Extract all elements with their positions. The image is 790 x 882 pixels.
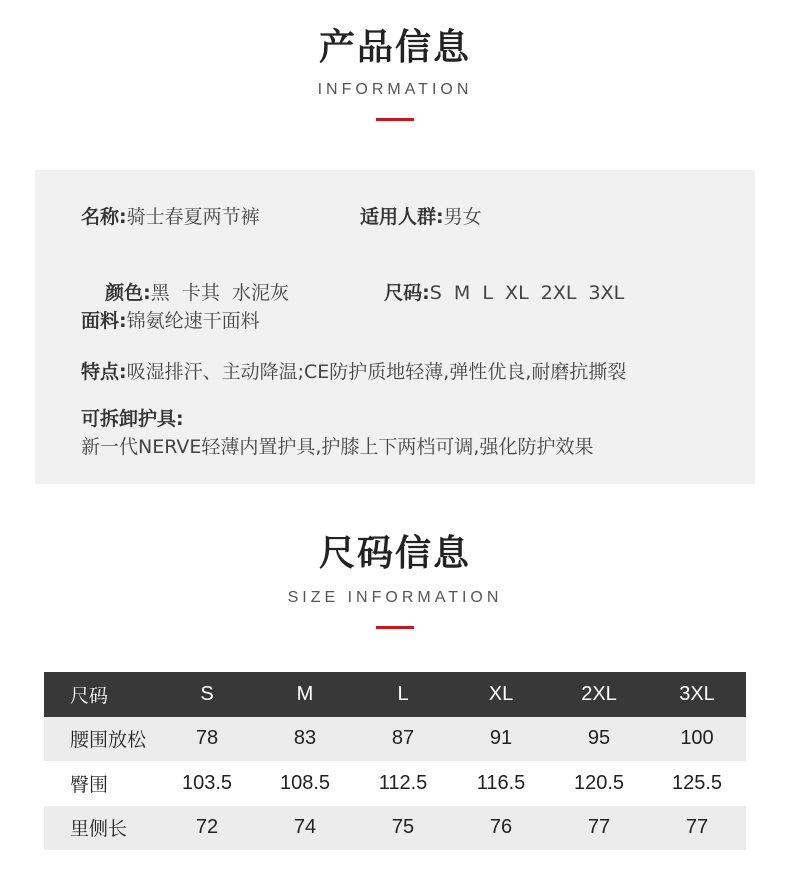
table-cell: 95 <box>550 717 648 762</box>
table-cell: 116.5 <box>452 761 550 806</box>
audience-label: 适用人群: <box>360 206 444 228</box>
table-header-cell: S <box>158 672 256 717</box>
table-cell: 74 <box>256 806 354 851</box>
fabric-value: 锦氨纶速干面料 <box>126 310 260 332</box>
table-cell: 77 <box>648 806 746 851</box>
audience-value: 男女 <box>443 206 482 228</box>
features-value: 吸湿排汗、主动降温;CE防护质地轻薄,弹性优良,耐磨抗撕裂 <box>126 361 627 383</box>
table-header-cell: 尺码 <box>44 672 158 717</box>
table-row <box>44 717 746 762</box>
size-info-heading <box>0 532 790 629</box>
table-cell: 120.5 <box>550 761 648 806</box>
table-cell: 103.5 <box>158 761 256 806</box>
table-header-cell: M <box>256 672 354 717</box>
table-cell: 112.5 <box>354 761 452 806</box>
table-row <box>44 806 746 851</box>
table-cell: 75 <box>354 806 452 851</box>
accent-divider <box>376 118 414 121</box>
product-info-subtitle: INFORMATION <box>317 81 473 98</box>
table-cell: 腰围放松 <box>44 717 158 762</box>
table-cell: 100 <box>648 717 746 762</box>
product-info-heading <box>0 26 790 121</box>
sizes-value: S M L XL 2XL 3XL <box>429 282 625 304</box>
features-row <box>81 360 626 384</box>
table-cell: 78 <box>158 717 256 762</box>
protector-row <box>81 407 593 459</box>
product-info-title: 产品信息 <box>318 27 471 68</box>
features-label: 特点: <box>81 361 127 383</box>
table-cell: 76 <box>452 806 550 851</box>
table-cell: 72 <box>158 806 256 851</box>
product-name-label: 名称: <box>81 206 127 228</box>
audience-row <box>360 205 482 229</box>
table-header-cell: XL <box>452 672 550 717</box>
table-row <box>44 761 746 806</box>
table-cell: 77 <box>550 806 648 851</box>
table-header-cell: 2XL <box>550 672 648 717</box>
size-info-subtitle: SIZE INFORMATION <box>287 589 503 606</box>
sizes-row <box>360 257 624 329</box>
table-cell: 87 <box>354 717 452 762</box>
table-cell: 83 <box>256 717 354 762</box>
table-cell: 里侧长 <box>44 806 158 851</box>
fabric-row <box>81 309 260 333</box>
product-info-panel <box>35 170 755 484</box>
table-header-cell: 3XL <box>648 672 746 717</box>
table-header-row <box>44 672 746 717</box>
table-cell: 臀围 <box>44 761 158 806</box>
table-header-cell: L <box>354 672 452 717</box>
size-table <box>44 672 746 850</box>
product-name-row <box>81 205 260 229</box>
product-name-value: 骑士春夏两节裤 <box>126 206 260 228</box>
table-cell: 91 <box>452 717 550 762</box>
colors-value: 黑 卡其 水泥灰 <box>150 282 289 304</box>
sizes-label: 尺码: <box>384 282 430 304</box>
size-info-title: 尺码信息 <box>318 533 471 574</box>
accent-divider <box>376 626 414 629</box>
protector-value: 新一代NERVE轻薄内置护具,护膝上下两档可调,强化防护效果 <box>81 436 594 458</box>
fabric-label: 面料: <box>81 310 127 332</box>
protector-label: 可拆卸护具: <box>81 408 184 430</box>
table-cell: 125.5 <box>648 761 746 806</box>
table-cell: 108.5 <box>256 761 354 806</box>
colors-label: 颜色: <box>105 282 151 304</box>
